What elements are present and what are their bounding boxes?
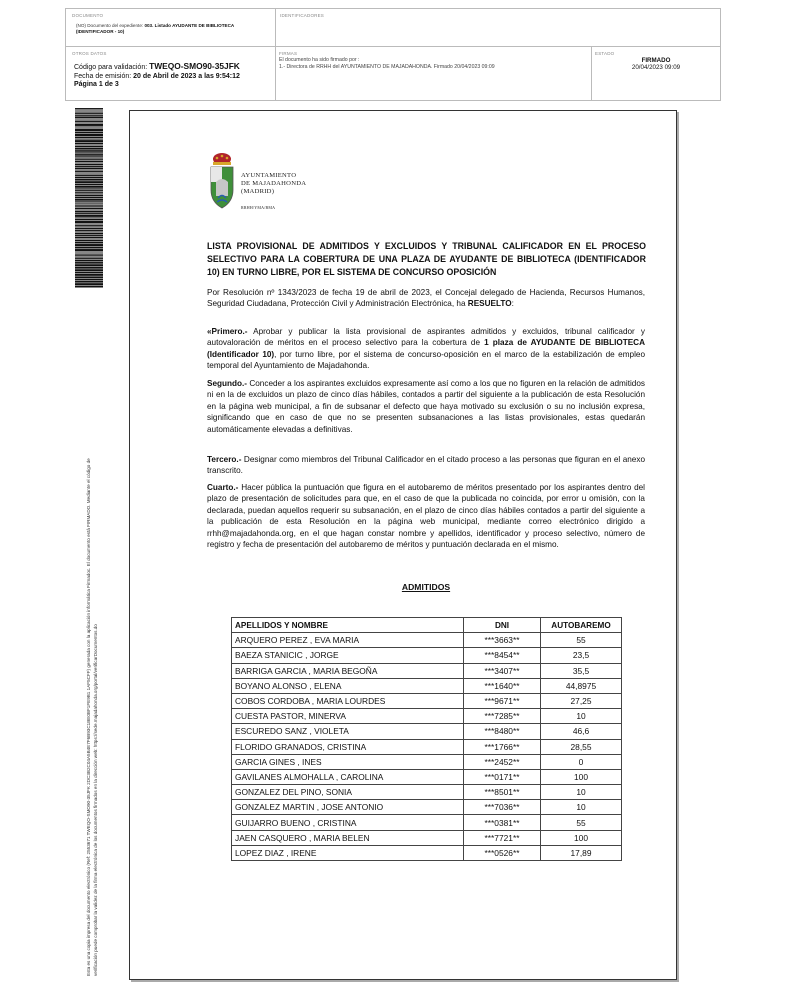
candidate-autobaremo: 10: [541, 709, 622, 724]
segundo-paragraph: [207, 378, 645, 435]
institution-line-2: DE MAJADAHONDA: [241, 180, 307, 188]
institution-line-1: AYUNTAMIENTO: [241, 172, 297, 179]
document-title: LISTA PROVISIONAL DE ADMITIDOS Y EXCLUIDOS Y TRIBUNAL CALIFICADOR EN EL PROCESO SELECTIVO PARA LA COBERTURA DE UNA PLAZA DE AYUDANTE DE BIBLIOTECA (IDENTIFICADOR 10) EN TURNO LIBRE, POR EL SISTEMA DE CONCURSO OPOSICIÓN: [207, 241, 646, 277]
candidate-autobaremo: 27,25: [541, 693, 622, 708]
verification-note: [85, 296, 99, 976]
primero-paragraph: [207, 326, 645, 372]
table-row: [232, 633, 622, 648]
estado-label: ESTADO: [595, 51, 615, 56]
candidate-autobaremo: 17,89: [541, 845, 622, 860]
candidate-name: ESCUREDO SANZ , VIOLETA: [232, 724, 464, 739]
admitidos-table: [231, 617, 622, 861]
table-row: [232, 648, 622, 663]
candidate-name: COBOS CORDOBA , MARIA LOURDES: [232, 693, 464, 708]
validation-code: TWEQO-SMO90-35JFK: [149, 61, 240, 71]
candidate-dni: ***9671**: [464, 693, 541, 708]
candidate-autobaremo: 10: [541, 800, 622, 815]
estado-value: FIRMADO: [641, 57, 671, 64]
otros-datos-content: [74, 62, 240, 90]
estado-date: 20/04/2023 09:09: [631, 64, 681, 72]
documento-label: DOCUMENTO: [72, 13, 104, 18]
candidate-autobaremo: 28,55: [541, 739, 622, 754]
primero-bold: 1 plaza de AYUDANTE DE BIBLIOTECA (Identificador 10): [207, 338, 645, 359]
candidate-autobaremo: 0: [541, 754, 622, 769]
department-reference: RRHH/YMA/BMA: [241, 205, 276, 210]
table-row: [232, 845, 622, 860]
column-header-autobaremo: AUTOBAREMO: [541, 618, 622, 633]
candidate-autobaremo: 55: [541, 815, 622, 830]
page-count: [74, 81, 240, 90]
documento-title: 003. Listado AYUDANTE DE BIBLIOTECA (IDENTIFICADOR - 10): [76, 23, 235, 34]
table-row: [232, 830, 622, 845]
identificadores-label: IDENTIFICADORES: [280, 13, 325, 18]
documento-description: [76, 23, 271, 35]
intro-resuelto: RESUELTO: [467, 299, 512, 309]
candidate-dni: ***2452**: [464, 754, 541, 769]
candidate-name: BARRIGA GARCIA , MARIA BEGOÑA: [232, 663, 464, 678]
table-row: [232, 769, 622, 784]
candidate-name: JAEN CASQUERO , MARIA BELEN: [232, 830, 464, 845]
emission-date-prefix: Fecha de emisión:: [74, 72, 134, 80]
table-header-row: [232, 618, 622, 633]
tercero-text: Designar como miembros del Tribunal Calificador en el citado proceso a las personas que figuran en el anexo transcrito.: [207, 455, 645, 476]
document-header: [65, 8, 721, 101]
candidate-autobaremo: 10: [541, 785, 622, 800]
candidate-name: FLORIDO GRANADOS, CRISTINA: [232, 739, 464, 754]
validation-code-prefix: Código para validación:: [74, 64, 150, 71]
candidate-dni: ***7036**: [464, 800, 541, 815]
barcode: [75, 108, 103, 288]
candidate-name: GONZALEZ MARTIN , JOSE ANTONIO: [232, 800, 464, 815]
table-row: [232, 785, 622, 800]
candidate-autobaremo: 100: [541, 769, 622, 784]
candidate-autobaremo: 44,8975: [541, 678, 622, 693]
table-row: [232, 739, 622, 754]
otros-datos-label: OTROS DATOS: [72, 51, 107, 56]
segundo-lead: Segundo.-: [207, 379, 248, 388]
table-row: [232, 678, 622, 693]
candidate-name: BOYANO ALONSO , ELENA: [232, 678, 464, 693]
table-row: [232, 800, 622, 815]
candidate-name: CUESTA PASTOR, MINERVA: [232, 709, 464, 724]
table-row: [232, 815, 622, 830]
firmas-cell: [276, 47, 592, 100]
candidate-dni: ***0526**: [464, 845, 541, 860]
candidate-autobaremo: 46,6: [541, 724, 622, 739]
verification-note-line-1: Esta es una copia impresa del documento electrónico (Ref: 2553671 TWEQO-SMO90-35JFK 2DC3B2C04A5B4E7F6B93C1BE0BF1FE9B1 1AF5CFF) generada con la aplicación informática Firmadoc. El documento está FIRMADO. Mediante el código de: [86, 458, 91, 976]
table-row: [232, 709, 622, 724]
candidate-dni: ***1766**: [464, 739, 541, 754]
firmas-line-2: 1.- Directora de RRHH del AYUNTAMIENTO DE MAJADAHONDA. Firmado 20/04/2023 09:09: [279, 64, 495, 70]
firmas-label: FIRMAS: [279, 51, 298, 56]
candidate-dni: ***3663**: [464, 633, 541, 648]
institution-line-3: (MADRID): [241, 188, 275, 196]
documento-cell: [66, 9, 276, 47]
candidate-name: LOPEZ DIAZ , IRENE: [232, 845, 464, 860]
estado-content: [592, 57, 720, 72]
table-row: [232, 724, 622, 739]
candidate-dni: ***0171**: [464, 769, 541, 784]
candidate-dni: ***8454**: [464, 648, 541, 663]
primero-lead: «Primero.-: [207, 327, 248, 336]
intro-end: :: [511, 299, 514, 309]
candidate-name: GUIJARRO BUENO , CRISTINA: [232, 815, 464, 830]
intro-paragraph: [207, 287, 645, 310]
municipal-crest-icon: [208, 152, 236, 214]
candidate-dni: ***8480**: [464, 724, 541, 739]
candidate-dni: ***0381**: [464, 815, 541, 830]
estado-cell: [592, 47, 720, 100]
emission-date: 20 de Abril de 2023 a las 9:54:12: [133, 72, 240, 80]
identificadores-cell: [276, 9, 720, 47]
verification-note-line-2: verificación puede comprobar la validez de la firma electrónica de los documentos firmados en la dirección web: https://sede.majadahonda.org/portal/verificarDocumentos.do: [93, 624, 98, 976]
table-row: [232, 754, 622, 769]
candidate-dni: ***3407**: [464, 663, 541, 678]
validation-code-line: [74, 62, 240, 73]
candidate-autobaremo: 100: [541, 830, 622, 845]
cuarto-text: Hacer pública la puntuación que figura en el autobaremo de méritos presentado por los aspirantes dentro del plazo de presentación de solicitudes para que, en el caso de que la publicada no coincida, por error u omisión, con la declarada, puedan aquellos requerir su subsanación, en el plazo de cinco días hábiles contados a partir del siguiente a la publicación de esta Resolución en la página web municipal, mediante correo electrónico dirigido a rrhh@majadahonda.org, en el que hagan constar nombre y apellidos, identificador y proceso selectivo, número de registro y fecha de presentación del autobaremo de méritos y puntuación declarada en el mismo.: [207, 483, 645, 550]
tercero-paragraph: [207, 454, 645, 477]
column-header-name: APELLIDOS Y NOMBRE: [232, 618, 464, 633]
candidate-autobaremo: 23,5: [541, 648, 622, 663]
emission-date-line: [74, 73, 240, 82]
candidate-autobaremo: 35,5: [541, 663, 622, 678]
candidate-dni: ***7721**: [464, 830, 541, 845]
segundo-text: Conceder a los aspirantes excluidos expresamente así como a los que no figuren en la relación de admitidos ni en la de excluidos un plazo de cinco días hábiles, contados a partir del siguiente a la publicación de esta Resolución en la página web municipal, a fin de subsanar el defecto que haya motivado su exclusión o su no inclusión expresa, significando que en caso de que no se presenten subsanaciones a las listas provisionales, estas quedarán automáticamente elevadas a definitivas.: [207, 379, 645, 434]
cuarto-lead: Cuarto.-: [207, 483, 239, 492]
candidate-autobaremo: 55: [541, 633, 622, 648]
candidate-name: GARCIA GINES , INES: [232, 754, 464, 769]
table-row: [232, 663, 622, 678]
primero-text-1: Aprobar y publicar la lista provisional de aspirantes admitidos y excluidos, tribunal calificador y autovaloración de méritos en el proceso selectivo para la cobertura de: [207, 327, 645, 348]
admitidos-heading: ADMITIDOS: [401, 582, 451, 592]
candidate-dni: ***1640**: [464, 678, 541, 693]
candidate-dni: ***8501**: [464, 785, 541, 800]
candidate-name: BAEZA STANICIC , JORGE: [232, 648, 464, 663]
institution-name: [241, 172, 306, 197]
table-row: [232, 693, 622, 708]
firmas-content: [279, 57, 495, 71]
primero-text-2: , por turno libre, por el sistema de concurso-oposición en el marco de la estabilización de empleo temporal del Ayuntamiento de Majadahonda.: [207, 349, 645, 371]
firmas-line-1: El documento ha sido firmado por :: [279, 57, 360, 63]
candidate-dni: ***7285**: [464, 709, 541, 724]
candidate-name: GAVILANES ALMOHALLA , CAROLINA: [232, 769, 464, 784]
otros-datos-cell: [66, 47, 276, 100]
intro-text: Por Resolución nº 1343/2023 de fecha 19 de abril de 2023, el Concejal delegado de Hacienda, Recursos Humanos, Seguridad Ciudadana, Protección Civil y Administración Electrónica, ha: [207, 288, 645, 309]
tercero-lead: Tercero.-: [207, 455, 242, 464]
candidate-name: GONZALEZ DEL PINO, SONIA: [232, 785, 464, 800]
column-header-dni: DNI: [464, 618, 541, 633]
candidate-name: ARQUERO PEREZ , EVA MARIA: [232, 633, 464, 648]
page-count-text: Página 1 de 3: [74, 81, 119, 89]
documento-prefix: (NO) Documento del expediente:: [76, 23, 145, 28]
cuarto-paragraph: [207, 482, 645, 550]
